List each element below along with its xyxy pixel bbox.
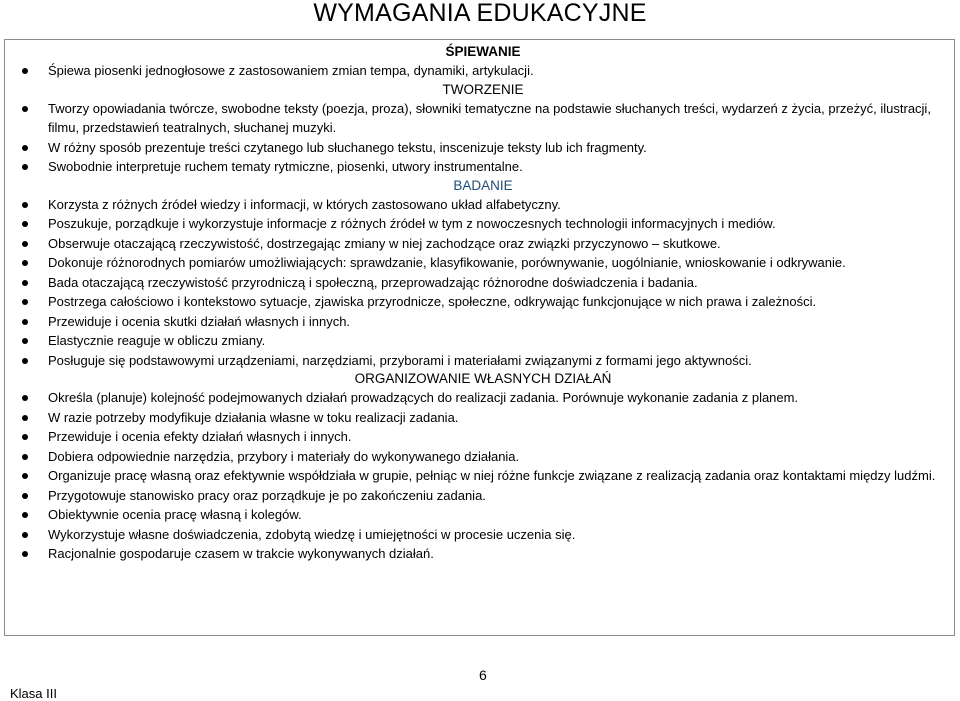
list-item [5, 351, 954, 371]
bullet-icon [22, 280, 28, 286]
list-item-text: Określa (planuje) kolejność podejmowanych działań prowadzących do realizacji zadania. Porównuje wykonanie zadania z planem. [48, 390, 799, 405]
list-item-text: Korzysta z różnych źródeł wiedzy i informacji, w których zastosowano układ alfabetyczny. [48, 196, 561, 212]
list-item [5, 525, 954, 545]
bullet-icon [22, 241, 28, 247]
section-organizing [5, 370, 954, 564]
bullet-icon [22, 415, 28, 421]
bullet-icon [22, 473, 28, 479]
page-number: 6 [479, 667, 487, 683]
list-item [5, 312, 954, 332]
creating-list [5, 99, 954, 177]
list-item-text: Posługuje się podstawowymi urządzeniami, narzędziami, przyborami i materiałami związanymi z formami jego aktywności. [48, 352, 752, 368]
bullet-icon [22, 512, 28, 518]
singing-list [5, 61, 954, 81]
bullet-icon [22, 299, 28, 305]
list-item [5, 61, 954, 81]
bullet-icon [22, 338, 28, 344]
bullet-icon [22, 395, 28, 401]
list-item [5, 388, 954, 408]
footer-grade-label: Klasa III [10, 686, 57, 701]
list-item [5, 273, 954, 293]
list-item-text: Przewiduje i ocenia skutki działań własnych i innych. [48, 313, 351, 329]
list-item-text: Dokonuje różnorodnych pomiarów umożliwiających: sprawdzanie, klasyfikowanie, porównywanie, uogólnianie, wnioskowanie i odkrywanie. [48, 255, 846, 270]
list-item-text: Śpiewa piosenki jednogłosowe z zastosowaniem zmian tempa, dynamiki, artykulacji. [48, 63, 534, 78]
section-creating [5, 81, 954, 177]
list-item-text: Poszukuje, porządkuje i wykorzystuje informacje z różnych źródeł w tym z nowoczesnych technologii informacyjnych i mediów. [48, 216, 776, 231]
bullet-icon [22, 532, 28, 538]
bullet-icon [22, 551, 28, 557]
list-item-text: Racjonalnie gospodaruje czasem w trakcie wykonywanych działań. [48, 546, 434, 561]
bullet-icon [22, 106, 28, 112]
list-item-text: Elastycznie reaguje w obliczu zmiany. [48, 333, 266, 348]
list-item [5, 157, 954, 177]
section-heading-singing: ŚPIEWANIE [445, 44, 521, 59]
organizing-list [5, 388, 954, 564]
list-item-text: Wykorzystuje własne doświadczenia, zdobytą wiedzę i umiejętności w procesie uczenia się. [48, 526, 576, 542]
list-item [5, 292, 954, 312]
bullet-icon [22, 202, 28, 208]
list-item [5, 408, 954, 428]
list-item [5, 544, 954, 564]
bullet-icon [22, 358, 28, 364]
list-item-text: Bada otaczającą rzeczywistość przyrodniczą i społeczną, przeprowadzając różnorodne doświadczenia i badania. [48, 274, 698, 290]
bullet-icon [22, 164, 28, 170]
section-heading-research: BADANIE [453, 177, 513, 193]
list-item-text: Obiektywnie ocenia pracę własną i kolegów. [48, 507, 302, 522]
list-item [5, 486, 954, 506]
bullet-icon [22, 145, 28, 151]
bullet-icon [22, 319, 28, 325]
bullet-icon [22, 454, 28, 460]
list-item [5, 505, 954, 525]
list-item [5, 234, 954, 254]
section-research [5, 177, 954, 371]
list-item [5, 466, 954, 486]
list-item [5, 427, 954, 447]
list-item-text: Obserwuje otaczającą rzeczywistość, dostrzegając zmiany w niej zachodzące oraz związki przyczynowo – skutkowe. [48, 235, 721, 251]
list-item [5, 214, 954, 234]
list-item [5, 138, 954, 158]
requirements-frame [4, 39, 955, 636]
section-heading-organizing: ORGANIZOWANIE WŁASNYCH DZIAŁAŃ [354, 371, 612, 386]
bullet-icon [22, 68, 28, 74]
bullet-icon [22, 493, 28, 499]
list-item-text: Przewiduje i ocenia efekty działań własnych i innych. [48, 429, 352, 444]
list-item [5, 253, 954, 273]
bullet-icon [22, 434, 28, 440]
research-list [5, 195, 954, 371]
bullet-icon [22, 221, 28, 227]
list-item-text: Swobodnie interpretuje ruchem tematy rytmiczne, piosenki, utwory instrumentalne. [48, 159, 523, 174]
list-item [5, 447, 954, 467]
list-item-text: Tworzy opowiadania twórcze, swobodne teksty (poezja, proza), słowniki tematyczne na podstawie słuchanych treści, wydarzeń z życia, przeżyć, ilustracji, filmu, przedstawień teatralnych, słuchanej muzyki. [48, 100, 931, 135]
list-item-text: W razie potrzeby modyfikuje działania własne w toku realizacji zadania. [48, 409, 459, 425]
section-heading-creating: TWORZENIE [442, 81, 524, 97]
list-item [5, 331, 954, 351]
bullet-icon [22, 260, 28, 266]
section-singing [5, 43, 954, 81]
list-item-text: W różny sposób prezentuje treści czytanego lub słuchanego tekstu, inscenizuje teksty lub ich fragmenty. [48, 139, 647, 155]
document-title: WYMAGANIA EDUKACYJNE [313, 0, 647, 27]
list-item-text: Dobiera odpowiednie narzędzia, przybory i materiały do wykonywanego działania. [48, 448, 520, 464]
list-item-text: Organizuje pracę własną oraz efektywnie współdziała w grupie, pełniąc w niej różne funkcje związane z realizacją zadania oraz kontaktami między ludźmi. [48, 468, 936, 483]
list-item-text: Postrzega całościowo i kontekstowo sytuacje, zjawiska przyrodnicze, społeczne, odkrywając funkcjonujące w nich prawa i zależności. [48, 294, 817, 309]
list-item [5, 195, 954, 215]
list-item-text: Przygotowuje stanowisko pracy oraz porządkuje je po zakończeniu zadania. [48, 487, 486, 503]
list-item [5, 99, 954, 138]
